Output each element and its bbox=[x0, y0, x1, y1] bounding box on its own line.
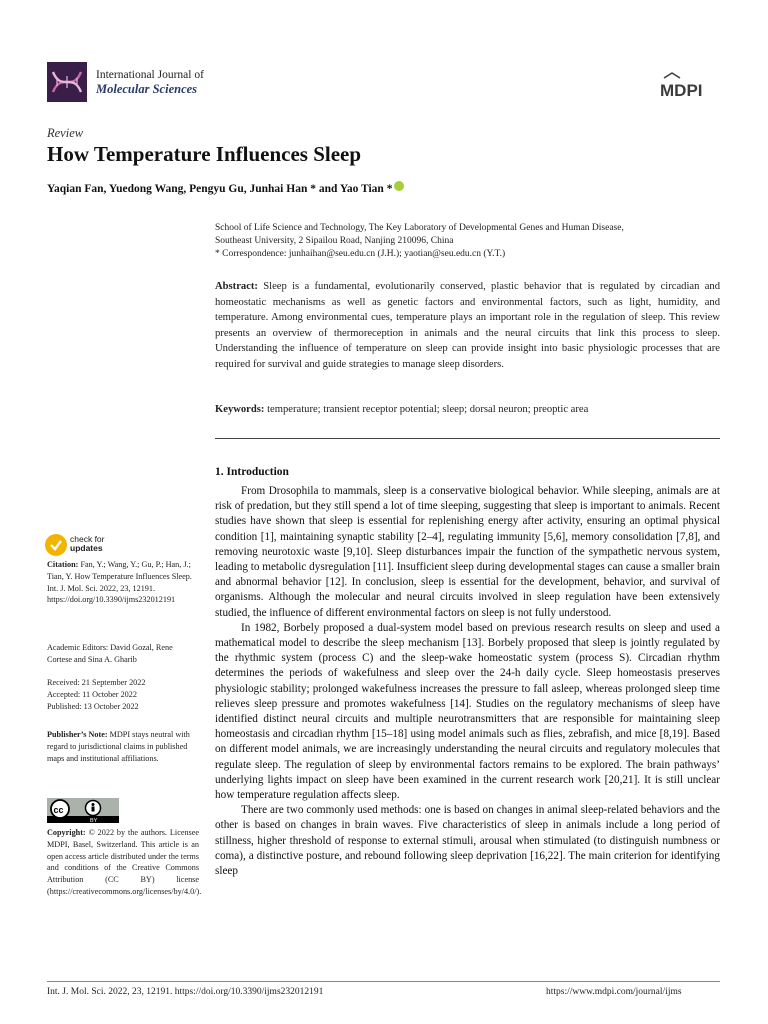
footer-citation: Int. J. Mol. Sci. 2022, 23, 12191. https://doi.org/10.3390/ijms232012191 bbox=[47, 987, 324, 997]
cc-by-license-icon[interactable] bbox=[47, 798, 119, 823]
correspondence: * Correspondence: junhaihan@seu.edu.cn (J.H.); yaotian@seu.edu.cn (Y.T.) bbox=[215, 249, 506, 259]
citation-label: Citation: bbox=[47, 560, 79, 569]
article-title: How Temperature Influences Sleep bbox=[47, 142, 362, 166]
journal-logo-icon bbox=[47, 62, 87, 102]
check-for-updates-icon[interactable] bbox=[44, 533, 68, 557]
article-type: Review bbox=[47, 126, 84, 140]
svg-text:cc: cc bbox=[53, 805, 64, 815]
paragraph: In 1982, Borbely proposed a dual-system model based on previous research results on sleep and used a mathematical model to describe the sleep mechanism [13]. Borbely proposed that sleep is jointly regulated by the rhythmic system (process C) and the sleep-wake homeostatic system (process S). Circadian rhythm determines the periods of wakefulness and sleep over the 24-h daily cycle. Sleep homeostasis preserves physiologic stability; prolonged wakefulness increases the pressure to fall asleep, whereas prolonged sleep time relieves sleep pressure and promotes wakefulness [14]. Studies on the regulatory mechanisms of sleep have identified distinct neural circuits and multiple neurotransmitters that are responsible for maintaining sleep homeostasis and circadian rhythm [15–18] using model animals such as flies, zebrafish, and mice [8,19]. Based on different model animals, we are increasingly understanding the neural circuits and regulatory molecules that regulate sleep. The regulation of sleep by environmental factors remains to be explored. The brain pathways’ underlying lights impact on sleep have been examined in the current research work [20,21]. It is still unclear how temperature regulation affects sleep. bbox=[215, 621, 720, 802]
publisher-note bbox=[47, 729, 199, 764]
footer-divider bbox=[47, 981, 720, 982]
paragraph: From Drosophila to mammals, sleep is a conservative biological behavior. While sleeping, animals are at risk of predation, but they still spend a lot of time sleeping, suggesting that sleep is important to animals. Recent studies have shown that sleep is essential for replenishing energy after activity, ensuring an optimal physical condition [1], maintaining synaptic stability [2–4], regulating immunity [5,6], memory consolidation [7,8], and removing neurotoxic waste [9,10]. Sleep disturbances impair the function of the sympathetic nervous system, leading to metabolic dysregulation [11]. Insufficient sleep during developmental stages can cause a smaller brain and abnormal behavior [12]. In conclusion, sleep is essential for the development, behavior, and survival of organisms. Although the molecular and neural circuits involved in sleep regulation have been extensively studied, the influence of different environmental factors on sleep is not fully understood. bbox=[215, 485, 720, 619]
date-published: Published: 13 October 2022 bbox=[47, 701, 139, 711]
date-accepted: Accepted: 11 October 2022 bbox=[47, 689, 137, 699]
dates bbox=[47, 677, 199, 712]
keywords-label: Keywords: bbox=[215, 404, 265, 415]
keywords bbox=[215, 404, 720, 415]
cc-by-label: BY bbox=[90, 818, 98, 823]
footer-journal-link[interactable]: https://www.mdpi.com/journal/ijms bbox=[546, 987, 682, 997]
divider bbox=[215, 438, 720, 439]
date-received: Received: 21 September 2022 bbox=[47, 678, 146, 687]
copyright-label: Copyright: bbox=[47, 828, 86, 837]
journal-name-line1: International Journal of bbox=[96, 69, 204, 81]
mdpi-logo-text: MDPI bbox=[660, 81, 703, 100]
body-text bbox=[215, 484, 720, 879]
affiliation bbox=[215, 222, 720, 261]
publisher-note-text: MDPI stays neutral with regard to jurisdictional claims in published maps and institutional affiliations. bbox=[47, 730, 190, 763]
academic-editors: Academic Editors: David Gozal, Rene Cortese and Sina A. Gharib bbox=[47, 643, 173, 664]
keywords-text: temperature; transient receptor potential; sleep; dorsal neuron; preoptic area bbox=[267, 404, 589, 415]
publisher-note-label: Publisher’s Note: bbox=[47, 730, 108, 739]
copyright bbox=[47, 827, 202, 898]
journal-name-line2: Molecular Sciences bbox=[96, 82, 198, 96]
orcid-icon[interactable] bbox=[394, 181, 404, 191]
abstract-label: Abstract: bbox=[215, 281, 258, 292]
author-list bbox=[47, 181, 404, 195]
affiliation-line: Southeast University, 2 Sipailou Road, Nanjing 210096, China bbox=[215, 236, 454, 246]
abstract-text: Sleep is a fundamental, evolutionarily conserved, plastic behavior that is regulated by circadian and homeostatic mechanisms as well as genetic factors and environmental factors, such as light, humidity, and temperature. Among environmental cues, temperature plays an important role in the regulation of sleep. This review presents an overview of thermoreception in animals and the neural circuits that link this process to sleep. Understanding the influence of temperature on sleep can provide insight into basic physiologic processes that are required for survival and guide strategies to manage sleep disorders. bbox=[215, 281, 720, 370]
mdpi-logo-icon[interactable] bbox=[658, 72, 720, 100]
section-heading: 1. Introduction bbox=[215, 466, 289, 478]
author-names: Yaqian Fan, Yuedong Wang, Pengyu Gu, Junhai Han * and Yao Tian * bbox=[47, 183, 393, 195]
check-for-updates-label[interactable] bbox=[70, 535, 105, 553]
copyright-text: © 2022 by the authors. Licensee MDPI, Basel, Switzerland. This article is an open access article distributed under the terms and conditions of the Creative Commons Attribution (CC BY) license (https://creativecommons.org/licenses/by/4.0/). bbox=[47, 828, 202, 896]
check-for-updates-line: updates bbox=[70, 543, 103, 553]
paragraph: There are two commonly used methods: one is based on changes in animal sleep-related behaviors and the other is based on changes in brain waves. Five characteristics of sleep in animals include a long period of stillness, higher threshold of response to external stimuli, arousal when stimulated (to distinguish numbness or coma), a distinctive posture, and rebound following sleep deprivation [16,22]. The main criterion for identifying sleep bbox=[215, 804, 720, 878]
citation bbox=[47, 559, 199, 606]
abstract bbox=[215, 279, 720, 373]
citation-text: Fan, Y.; Wang, Y.; Gu, P.; Han, J.; Tian, Y. How Temperature Influences Sleep. Int. J. Mol. Sci. 2022, 23, 12191. https://doi.org/10.3390/ijms232012191 bbox=[47, 560, 192, 605]
check-for-updates-line: check for bbox=[70, 534, 105, 544]
affiliation-line: School of Life Science and Technology, The Key Laboratory of Developmental Genes and Human Disease, bbox=[215, 223, 624, 233]
